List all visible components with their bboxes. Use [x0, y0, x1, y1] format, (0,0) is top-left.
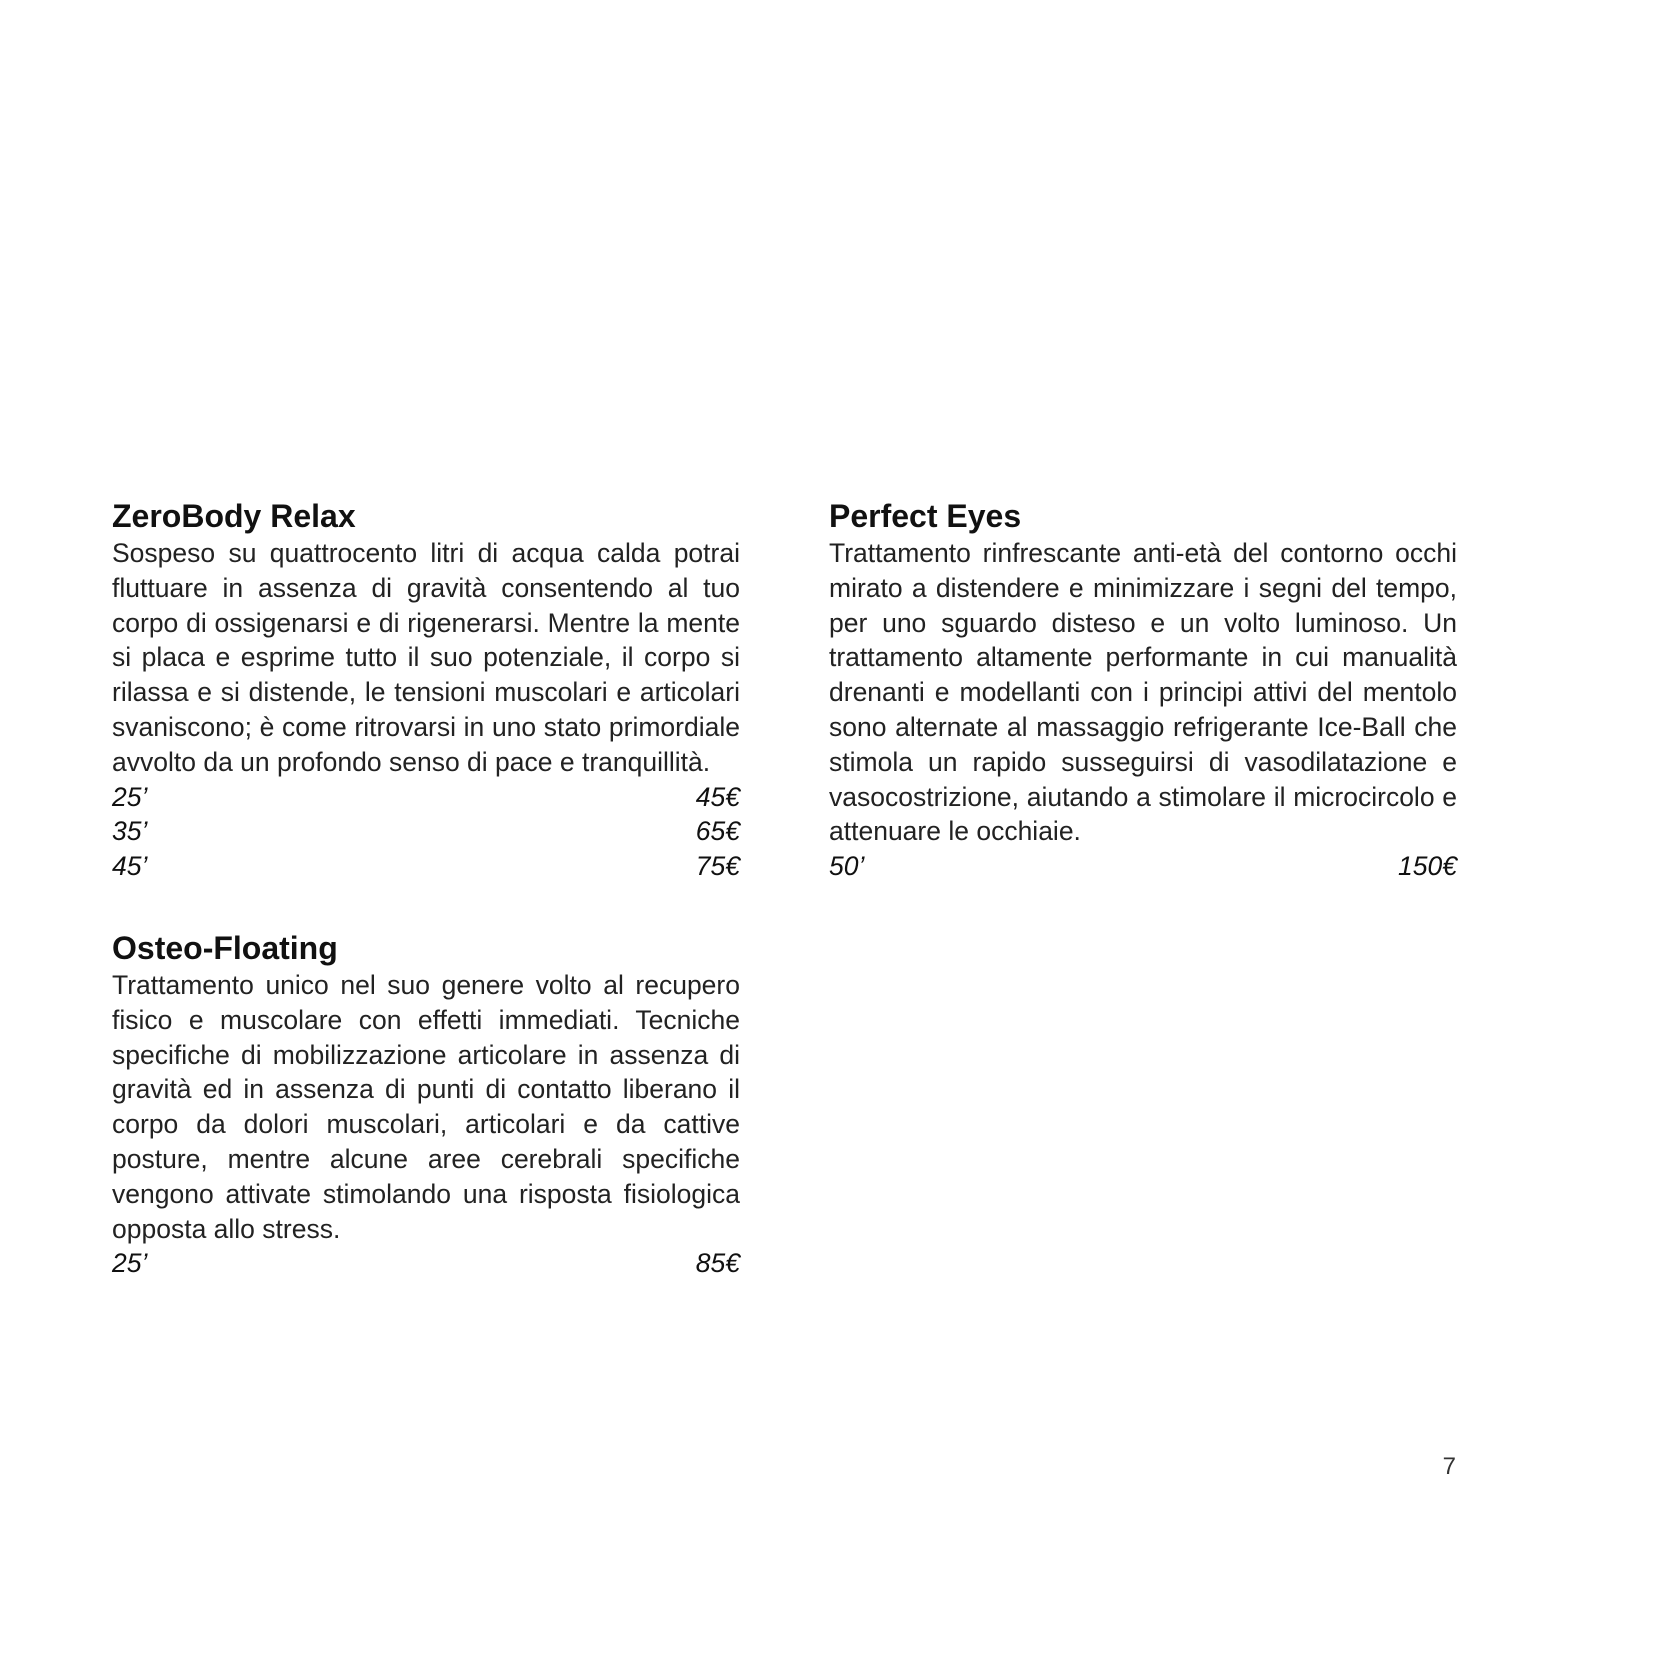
duration: 25’ [112, 1248, 148, 1279]
page-number: 7 [1442, 1453, 1456, 1480]
treatment-zerobody-relax [112, 496, 740, 884]
treatment-title: ZeroBody Relax [112, 498, 356, 534]
duration: 45’ [112, 851, 148, 882]
price-row [112, 849, 740, 884]
right-column [829, 496, 1457, 928]
treatment-title: Perfect Eyes [829, 498, 1022, 534]
price: 65€ [695, 816, 740, 847]
price-row [112, 1246, 740, 1281]
duration: 35’ [112, 816, 148, 847]
price: 45€ [695, 781, 740, 812]
left-column [112, 496, 740, 1325]
treatment-title: Osteo-Floating [112, 929, 338, 966]
price-row [112, 814, 740, 849]
treatment-osteo-floating [112, 928, 740, 1281]
treatment-description: Trattamento unico nel suo genere volto al recupero fisico e muscolare con effetti immediati. Tecniche specifiche di mobilizzazione articolare in assenza di gravità ed in assenza di punti di contatto liberano il corpo da dolori muscolari, articolari e da cattive posture, mentre alcune aree cerebrali specifiche vengono attivate stimolando una risposta fisiologica opposta allo stress. [112, 969, 740, 1244]
price: 75€ [695, 851, 740, 882]
price-row [112, 780, 740, 815]
price-row [829, 849, 1457, 884]
treatment-perfect-eyes [829, 496, 1457, 884]
treatment-description: Sospeso su quattrocento litri di acqua calda potrai fluttuare in assenza di gravità consentendo al tuo corpo di ossigenarsi e di rigenerarsi. Mentre la mente si placa e esprime tutto il suo potenziale, il corpo si rilassa e si distende, le tensioni muscolari e articolari svaniscono; è come ritrovarsi in uno stato primordiale avvolto da un profondo senso di pace e tranquillità. [112, 538, 740, 777]
duration: 25’ [112, 781, 148, 812]
price: 85€ [695, 1248, 740, 1279]
duration: 50’ [829, 851, 865, 882]
treatment-description: Trattamento rinfrescante anti-età del contorno occhi mirato a distendere e minimizzare i segni del tempo, per uno sguardo disteso e un volto luminoso. Un trattamento altamente performante in cui manualità drenanti e modellanti con i principi attivi del mentolo sono alternate al massaggio refrigerante Ice-Ball che stimola un rapido susseguirsi di vasodilatazione e vasocostrizione, aiutando a stimolare il microcircolo e attenuare le occhiaie. [829, 538, 1457, 847]
price: 150€ [1398, 851, 1457, 882]
